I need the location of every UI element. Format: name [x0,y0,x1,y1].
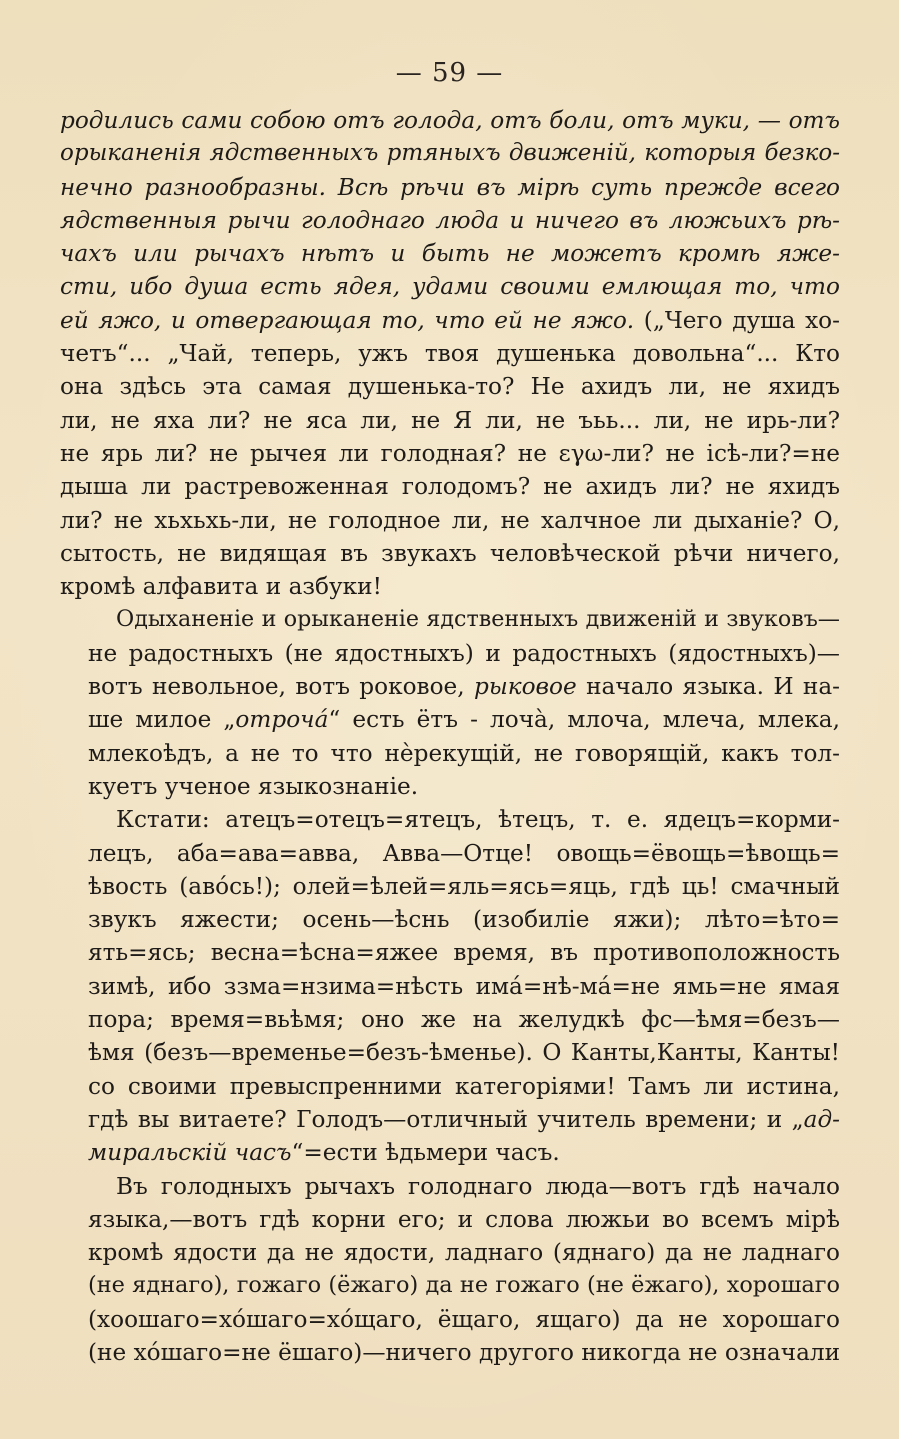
italic-text: отрочá [235,706,329,734]
text-line [60,637,840,670]
text-segment: не радостныхъ (не ядостныхъ) и радостныхъ (ядостныхъ)— [88,639,840,667]
text-segment: (не яднаго), гожаго (ёжаго) да не гожаго (не ёжаго), хорошаго [88,1272,840,1299]
text-segment: зимѣ, ибо ззма=нзима=нѣсть имá=нѣ-мá=не ямь=не ямая [88,972,840,1000]
text-line [60,171,840,204]
text-segment: куетъ ученое языкознаніе. [88,772,419,800]
text-line [60,1269,840,1302]
text-line [60,204,840,237]
text-segment: Одыханеніе и орыканеніе ядственныхъ движеній и звуковъ— [116,606,840,633]
text-segment: языка,—вотъ гдѣ корни его; и слова люжьи во всемъ мірѣ [88,1205,840,1233]
text-line [60,404,840,437]
text-segment: ять=ясь; весна=ѣсна=яжее время, въ противоположность [88,939,840,967]
text-segment: лецъ, аба=ава=авва, Авва—Отце! овощь=ёвощь=ѣвощь= [88,839,840,867]
text-line [60,537,840,570]
italic-text: ядственныя рычи голоднаго люда и ничего въ люжьихъ рѣ- [60,206,840,234]
text-segment: ѣвость (авóсь!); олей=ѣлей=яль=ясь=яць, гдѣ ць! смачный [88,872,840,900]
text-segment: звукъ яжести; осень—ѣснь (изобиліе яжи); лѣто=ѣто= [88,906,840,934]
text-segment: кромѣ алфавита и азбуки! [60,573,382,601]
text-line [60,737,840,770]
page-number: — 59 — [395,58,504,88]
text-line [60,1336,840,1369]
text-line [60,470,840,503]
text-segment: (хоошаго=хóшаго=хóщаго, ёщаго, ящаго) да не хорошаго [88,1305,840,1333]
text-line [60,304,840,337]
text-line [60,803,840,836]
text-segment: не ярь ли? не рычея ли голодная? не εγω-ли? не ісѣ-ли?=не [60,439,840,467]
italic-text: чахъ или рычахъ нѣтъ и быть не можетъ кромѣ яже- [60,240,840,268]
italic-text: ад- [803,1105,840,1133]
text-line [60,1070,840,1103]
text-line [60,504,840,537]
body-text [60,104,840,1369]
text-segment: (не хóшаго=не ёшаго)—ничего другого никогда не означали [88,1338,840,1366]
italic-text: орыканенія ядственныхъ ртяныхъ движеній, которыя безко- [60,140,840,167]
italic-text: ей яжо, и отвергающая то, что ей не яжо. [60,306,635,334]
text-line [60,1203,840,1236]
italic-text: миральскій часъ [88,1139,292,1167]
text-segment: четъ“... „Чай, теперь, ужъ твоя душенька довольна“... Кто [60,340,840,368]
text-line [60,237,840,270]
text-line [60,570,840,603]
text-segment: она здѣсь эта самая душенька-то? Не ахидъ ли, не яхидъ [60,373,840,401]
text-segment: Кстати: атецъ=отецъ=ятецъ, ѣтецъ, т. е. ядецъ=корми- [116,806,840,834]
text-line [60,970,840,1003]
italic-text: рыковое [474,673,577,701]
text-line [60,1236,840,1269]
text-line [60,1303,840,1336]
text-line [60,104,840,137]
text-segment: („Чего душа хо- [634,306,840,334]
text-segment: сытость, не видящая въ звукахъ человѣческой рѣчи ничего, [60,539,840,567]
text-line [60,703,840,736]
text-line [60,337,840,370]
text-line [60,370,840,403]
text-segment: начало языка. И на- [576,673,840,701]
text-line [60,936,840,969]
paragraph [60,603,840,803]
text-segment: “ есть ётъ - лочà, млоча, млеча, млека, [328,706,840,734]
text-segment: ли? не хьхьхь-ли, не голодное ли, не халчное ли дыханіе? О, [60,506,840,534]
text-segment: Въ голодныхъ рычахъ голоднаго люда—вотъ гдѣ начало [116,1172,840,1200]
text-segment: ли, не яха ли? не яса ли, не Я ли, не ъьь... ли, не ирь-ли? [60,406,840,434]
text-segment: кромѣ ядости да не ядости, ладнаго (яднаго) да не ладнаго [88,1239,840,1267]
text-line [60,1103,840,1136]
text-line [60,1136,840,1169]
text-line [60,1036,840,1069]
text-segment: ѣмя (безъ—временье=безъ-ѣменье). О Канты,Канты, Канты! [88,1039,840,1067]
text-segment: со своими превыспренними категоріями! Тамъ ли истина, [88,1072,840,1100]
paragraph [60,1170,840,1370]
text-segment: “=ести ѣдьмери часъ. [291,1139,560,1167]
text-line [60,870,840,903]
text-line [60,137,840,170]
text-line [60,670,840,703]
italic-text: сти, ибо душа есть ядея, удами своими емлющая то, что [60,273,840,301]
text-segment: пора; время=вьѣмя; оно же на желудкѣ фс—ѣмя=безъ— [88,1006,840,1034]
italic-text: родились сами собою отъ голода, отъ боли, отъ муки, — отъ [60,107,840,134]
text-segment: млекоѣдъ, а не то что нѐрекущій, не говорящій, какъ тол- [88,739,840,767]
text-line [60,903,840,936]
text-line [60,837,840,870]
text-line [60,603,840,636]
text-segment: вотъ невольное, вотъ роковое, [88,673,475,701]
text-line [60,270,840,303]
italic-text: нечно разнообразны. Всѣ рѣчи въ мірѣ суть прежде всего [60,173,840,201]
text-line [60,770,840,803]
text-segment: ше милое „ [88,706,236,734]
paragraph [60,803,840,1169]
text-segment: гдѣ вы витаете? Голодъ—отличный учитель времени; и „ [88,1105,804,1133]
text-line [60,1170,840,1203]
text-line [60,1003,840,1036]
text-line [60,437,840,470]
paragraph [60,104,840,603]
text-segment: дыша ли растревоженная голодомъ? не ахидъ ли? не яхидъ [60,473,840,501]
